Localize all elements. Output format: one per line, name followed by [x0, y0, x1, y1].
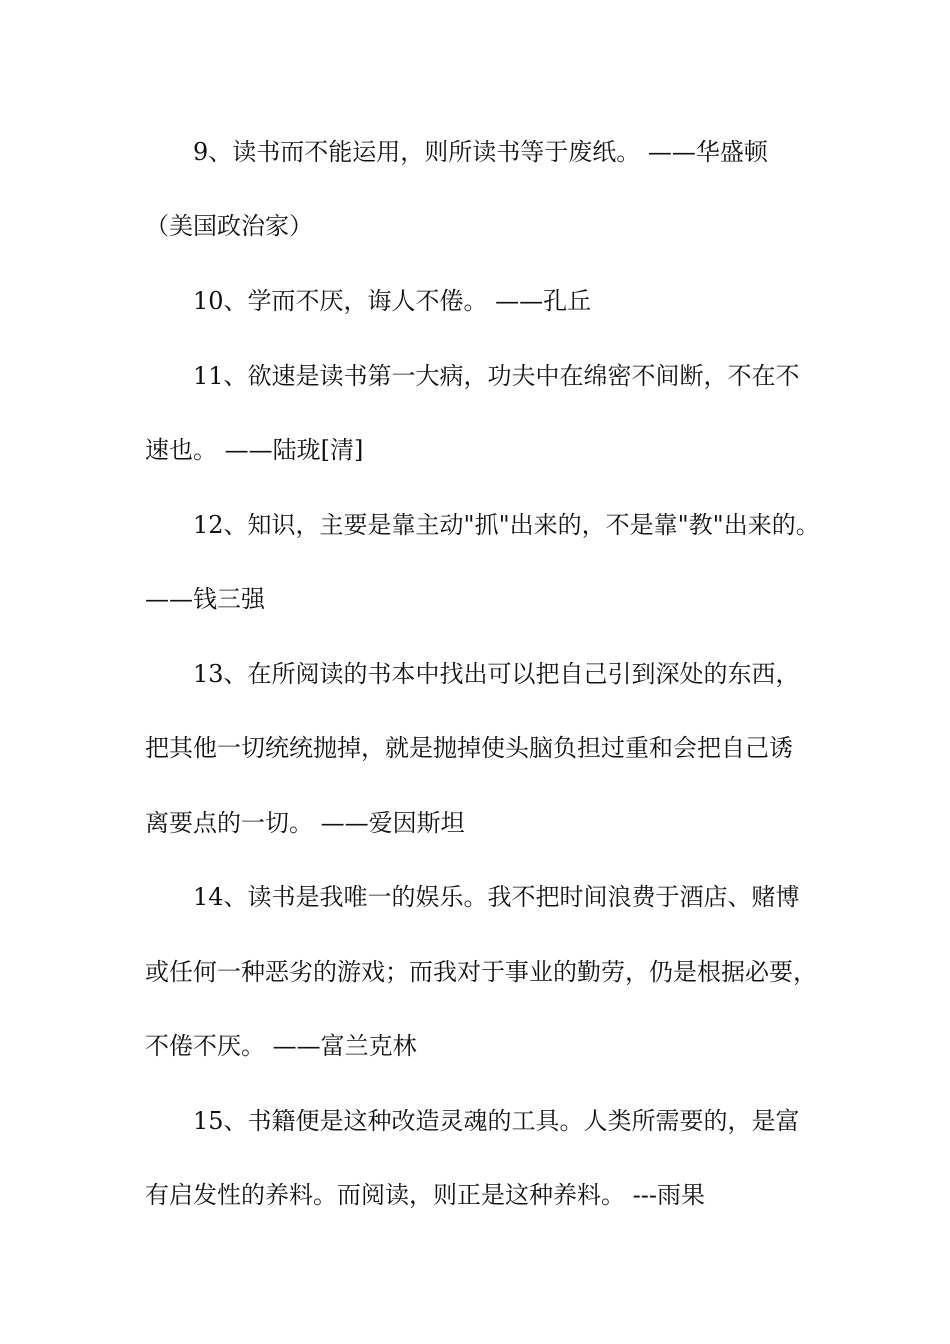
quote-11-line-1: 11、欲速是读书第一大病，功夫中在绵密不间断，不在不: [193, 362, 800, 390]
quote-14-line-3: 不倦不厌。 ——富兰克林: [145, 1032, 417, 1060]
quote-15-line-1: 15、书籍便是这种改造灵魂的工具。人类所需要的，是富: [193, 1107, 800, 1135]
quote-12-line-2: ——钱三强: [145, 585, 265, 613]
quote-11-line-2: 速也。 ——陆珑[清]: [145, 436, 364, 464]
quote-13-line-2: 把其他一切统统抛掉，就是抛掉使头脑负担过重和会把自己诱: [145, 734, 793, 762]
quote-13-line-3: 离要点的一切。 ——爱因斯坦: [145, 809, 465, 837]
quote-9-line-1: 9、读书而不能运用，则所读书等于废纸。 ——华盛顿: [193, 138, 768, 166]
quote-9-line-2: （美国政治家）: [145, 212, 313, 240]
quote-14-line-2: 或任何一种恶劣的游戏；而我对于事业的勤劳，仍是根据必要，: [145, 958, 817, 986]
quote-14-line-1: 14、读书是我唯一的娱乐。我不把时间浪费于酒店、赌博: [193, 883, 800, 911]
quote-15-line-2: 有启发性的养料。而阅读，则正是这种养料。 ---雨果: [145, 1181, 705, 1209]
quote-10-line-1: 10、学而不厌，诲人不倦。 ——孔丘: [193, 287, 592, 315]
quote-12-line-1: 12、知识，主要是靠主动"抓"出来的，不是靠"教"出来的。: [193, 511, 820, 539]
quote-13-line-1: 13、在所阅读的书本中找出可以把自己引到深处的东西，: [193, 660, 800, 688]
